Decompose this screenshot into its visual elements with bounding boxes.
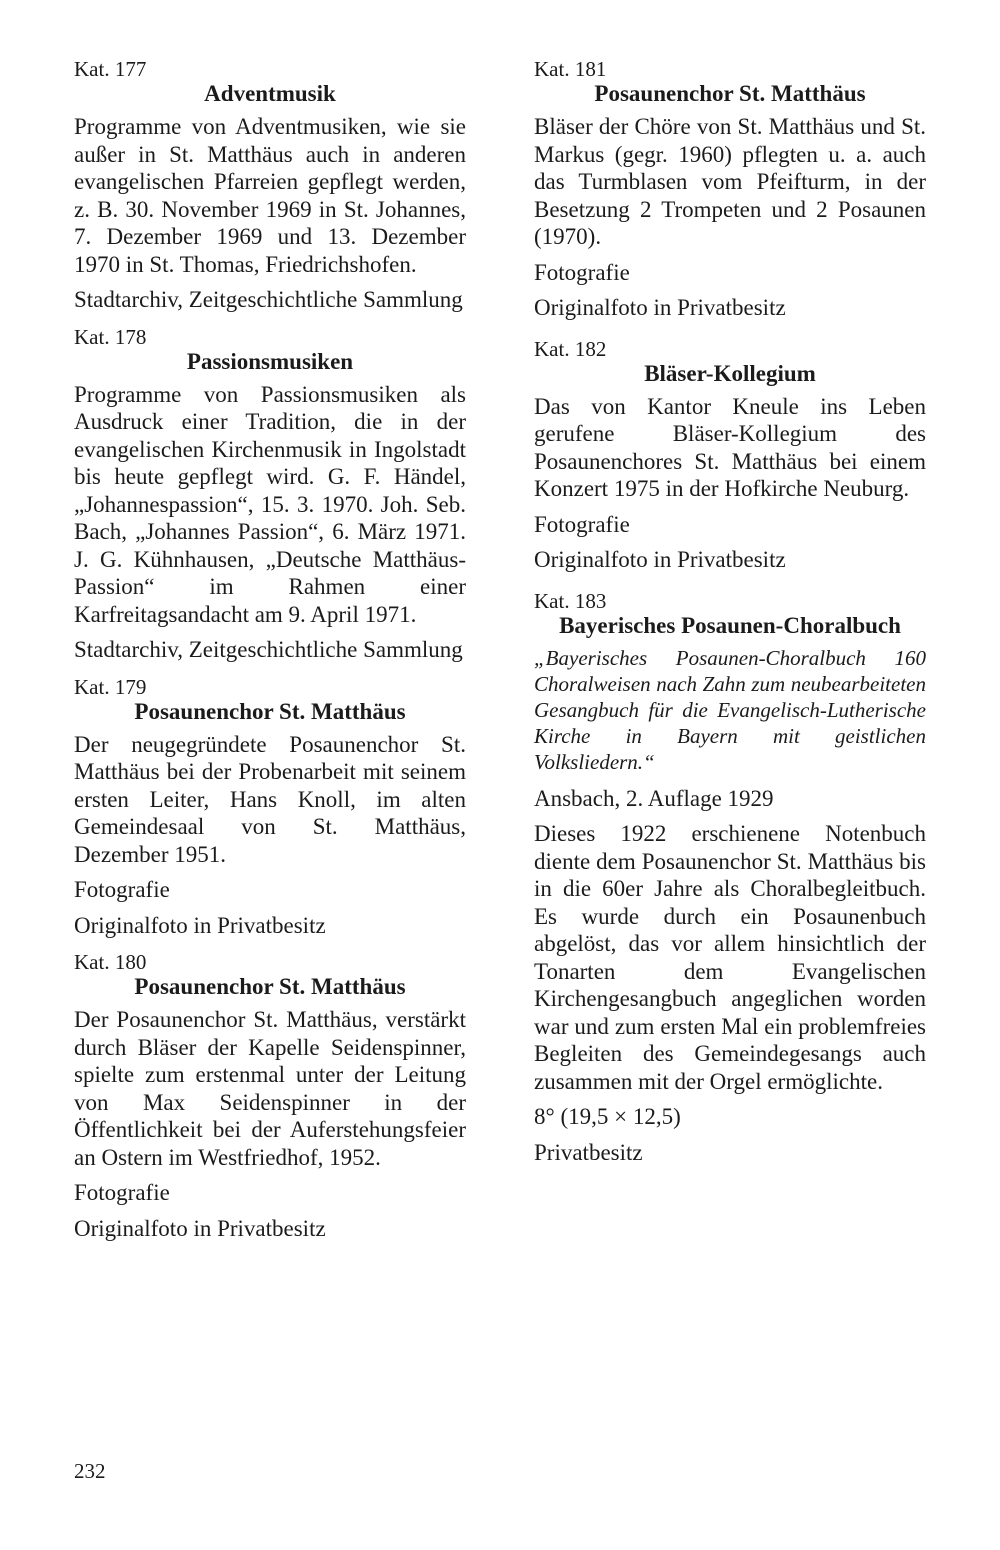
entry-source: Originalfoto in Privatbesitz	[534, 295, 786, 320]
entry-source: Stadtarchiv, Zeitgeschichtliche Sammlung	[74, 287, 463, 312]
book-title-quote: „Bayerisches Posaunen-Choralbuch 160 Choralweisen nach Zahn zum neubearbeiteten Gesangbuch für die Evangelisch-Lutherische Kirche in Bayern mit geistlichen Volksliedern.“	[534, 645, 926, 774]
entry-title: Bläser-Kollegium	[644, 360, 816, 386]
entry-description: Programme von Adventmusiken, wie sie außer in St. Matthäus auch in anderen evangelischen Pfarreien gepflegt werden, z. B. 30. November 1969 in St. Johannes, 7. Dezember 1969 und 13. Dezember 1970 in St. Thomas, Friedrichshofen.	[74, 114, 466, 277]
entry-medium: Fotografie	[74, 1180, 170, 1205]
entry-title: Posaunenchor St. Matthäus	[134, 698, 406, 724]
catalog-number: Kat. 181	[534, 57, 607, 81]
catalog-number: Kat. 183	[534, 588, 607, 613]
entry-source: Privatbesitz	[534, 1139, 643, 1165]
left-column	[74, 56, 466, 1252]
entry-description: Der Posaunenchor St. Matthäus, verstärkt durch Bläser der Kapelle Seidenspinner, spielte zum erstenmal unter der Leitung von Max Seidenspinner in der Öffentlichkeit bei der Auferstehungsfeier an Ostern im Westfriedhof, 1952.	[74, 1007, 466, 1170]
entry-medium: Fotografie	[534, 259, 630, 285]
catalog-number: Kat. 180	[74, 950, 147, 974]
entry-source: Stadtarchiv, Zeitgeschichtliche Sammlung	[74, 637, 463, 662]
entry-title: Posaunenchor St. Matthäus	[134, 974, 406, 999]
catalog-number: Kat. 177	[74, 57, 147, 81]
catalog-entry-177	[74, 56, 466, 314]
publication-info: Ansbach, 2. Auflage 1929	[534, 785, 774, 811]
catalog-entry-182	[534, 336, 926, 574]
entry-source: Originalfoto in Privatbesitz	[74, 912, 326, 938]
catalog-entry-178	[74, 324, 466, 664]
entry-title: Posaunenchor St. Matthäus	[594, 81, 866, 106]
entry-source: Originalfoto in Privatbesitz	[534, 547, 786, 572]
entry-description: Das von Kantor Kneule ins Leben gerufene Bläser-Kollegium des Posaunenchores St. Matthäus bei einem Konzert 1975 in der Hofkirche Neuburg.	[534, 393, 926, 501]
entry-description: Programme von Passionsmusiken als Ausdruck einer Tradition, die in der evangelischen Kirchenmusik in Ingolstadt bis heute gepflegt wird. G. F. Händel, „Johannespassion“, 15. 3. 1970. Joh. Seb. Bach, „Johannes Passion“, 6. März 1971. J. G. Kühnhausen, „Deutsche Matthäus-Passion“ im Rahmen einer Karfreitagsandacht am 9. April 1971.	[74, 381, 466, 627]
entry-medium: Fotografie	[74, 877, 170, 902]
catalog-entry-180	[74, 949, 466, 1242]
catalog-number: Kat. 178	[74, 324, 147, 349]
right-column	[534, 56, 926, 1180]
entry-description: Bläser der Chöre von St. Matthäus und St. Markus (gegr. 1960) pflegten u. a. auch das Turmblasen vom Pfeifturm, in der Besetzung 2 Trompeten und 2 Posaunen (1970).	[534, 114, 926, 249]
catalog-number: Kat. 179	[74, 674, 147, 699]
entry-medium: Fotografie	[534, 511, 630, 537]
entry-title: Passionsmusiken	[186, 348, 354, 374]
entry-source: Originalfoto in Privatbesitz	[74, 1215, 326, 1241]
catalog-entry-181	[534, 56, 926, 322]
entry-title: Adventmusik	[204, 81, 336, 106]
entry-description: Dieses 1922 erschienene Notenbuch diente dem Posaunenchor St. Matthäus bis in die 60er Jahre als Choralbegleitbuch. Es wurde durch ein Posaunenbuch abgelöst, das vor allem hinsichtlich der Tonarten dem Evangelischen Kirchengesangbuch angeglichen worden war und zum ersten Mal ein problemfreies Begleiten des Gemeindegesangs auch zusammen mit der Orgel ermöglichte.	[534, 821, 926, 1094]
book-format: 8° (19,5 × 12,5)	[534, 1104, 681, 1129]
catalog-number: Kat. 182	[534, 336, 607, 361]
catalog-entry-183	[534, 588, 926, 1167]
catalog-entry-179	[74, 674, 466, 940]
entry-title: Bayerisches Posaunen-Choralbuch	[559, 612, 901, 638]
entry-description: Der neugegründete Posaunenchor St. Matthäus bei der Probenarbeit mit seinem ersten Leiter, Hans Knoll, im alten Gemeindesaal von St. Matthäus, Dezember 1951.	[74, 731, 466, 867]
page-number: 232	[74, 1459, 106, 1483]
